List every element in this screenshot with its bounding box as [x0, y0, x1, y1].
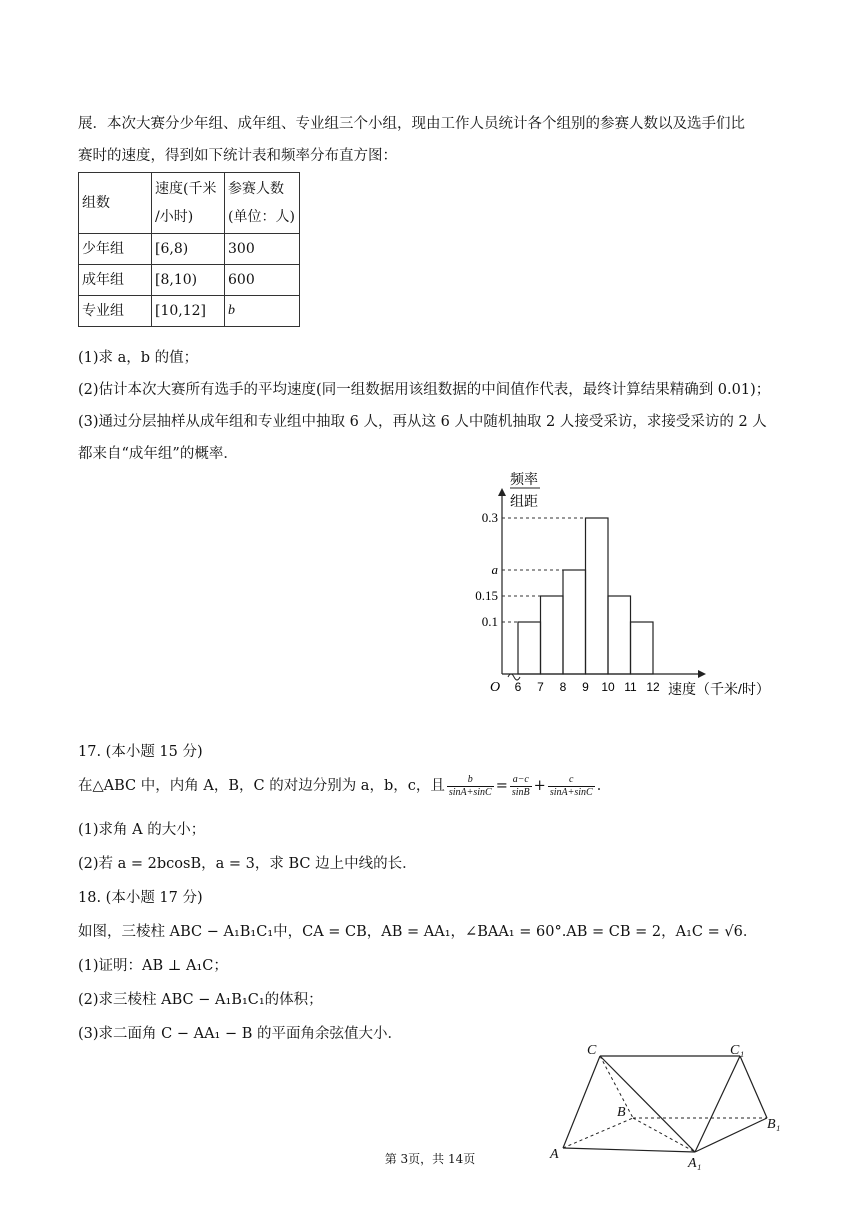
q16-part2: (2)估计本次大赛所有选手的平均速度(同一组数据用该组数据的中间值作代表，最终计算结果精确到 0.01)； — [78, 382, 771, 398]
edge-B-A1 — [633, 1118, 695, 1152]
y-axis-arrow — [498, 488, 506, 496]
table-cell: 专业组 — [79, 296, 152, 327]
label-A: A — [550, 1147, 559, 1162]
q18-part1: (1)证明：AB ⊥ A₁C； — [78, 958, 228, 974]
q18-header: 18. (本小题 17 分) — [78, 890, 203, 906]
histogram-bar — [608, 596, 631, 674]
table-cell: [6,8) — [152, 234, 225, 265]
histogram-bar — [518, 622, 541, 674]
table-cell: 300 — [225, 234, 300, 265]
y-axis-label-top: 频率 — [510, 471, 538, 487]
table-row — [79, 296, 300, 327]
q17-header: 17. (本小题 15 分) — [78, 744, 203, 760]
q18-stem: 如图，三棱柱 ABC − A₁B₁C₁中，CA = CB，AB = AA₁，∠BAA₁ = 60°.AB = CB = 2，A₁C = √6． — [78, 924, 758, 940]
frequency-histogram — [470, 470, 790, 706]
table-cell: [8,10) — [152, 265, 225, 296]
table-cell: [10,12] — [152, 296, 225, 327]
label-A1: A₁ — [688, 1156, 702, 1170]
x-tick-label: 8 — [559, 680, 567, 694]
q17-stem — [78, 770, 611, 802]
fraction-2 — [510, 774, 532, 799]
histogram-guides — [502, 518, 608, 622]
q18-part3: (3)求二面角 C − AA₁ − B 的平面角余弦值大小． — [78, 1026, 402, 1042]
header-cell-speed — [152, 173, 225, 234]
table-row — [79, 265, 300, 296]
label-C: C — [587, 1043, 597, 1058]
page-footer: 第 3页，共 14页 — [384, 1152, 476, 1166]
label-C1: C₁ — [730, 1043, 745, 1058]
header-count-line2: (单位：人) — [228, 209, 295, 225]
fraction-3-num: c — [548, 774, 595, 787]
header-count-line1: 参赛人数 — [228, 181, 284, 197]
table-cell: 600 — [225, 265, 300, 296]
edge-A1-B1 — [695, 1118, 767, 1152]
edge-C1-B1 — [740, 1056, 767, 1118]
x-tick-label: 11 — [624, 680, 637, 694]
label-B1: B₁ — [767, 1117, 781, 1132]
histogram-bar — [541, 596, 564, 674]
q17-stem-prefix: 在△ABC 中，内角 A，B，C 的对边分别为 a，b，c，且 — [78, 778, 445, 794]
table-header-row — [79, 173, 300, 234]
fraction-2-num: a−c — [510, 774, 532, 787]
y-tick-label: 0.3 — [481, 510, 498, 525]
header-group-label: 组数 — [82, 195, 110, 211]
q16-part3-line2: 都来自“成年组”的概率． — [78, 446, 238, 462]
fraction-1 — [447, 774, 494, 799]
y-tick-label: 0.1 — [481, 614, 498, 629]
histogram-axes — [498, 488, 706, 680]
fraction-2-den: sinB — [511, 786, 530, 798]
label-B: B — [617, 1105, 626, 1120]
table-cell: b — [225, 296, 300, 327]
q18-part2: (2)求三棱柱 ABC − A₁B₁C₁的体积； — [78, 992, 323, 1008]
edge-C-A — [563, 1056, 600, 1148]
x-tick-label: 12 — [646, 680, 660, 694]
header-speed-line2: /小时) — [155, 209, 194, 225]
q17-part2: (2)若 a = 2bcosB，a = 3，求 BC 边上中线的长． — [78, 856, 417, 872]
x-tick-label: 9 — [582, 680, 589, 694]
x-tick-label: 7 — [537, 680, 544, 694]
fraction-3 — [548, 774, 595, 799]
histogram-bar — [563, 570, 586, 674]
stats-table — [78, 172, 300, 327]
fraction-1-den: sinA+sinC — [448, 786, 492, 798]
table-cell: 成年组 — [79, 265, 152, 296]
x-axis-label: 速度（千米/时） — [668, 681, 770, 697]
histogram-bar — [586, 518, 609, 674]
histogram-bar — [631, 622, 654, 674]
fraction-3-den: sinA+sinC — [549, 786, 593, 798]
q17-part1: (1)求角 A 的大小； — [78, 822, 206, 838]
intro-line-2: 赛时的速度，得到如下统计表和频率分布直方图： — [78, 148, 397, 164]
edge-C1-A1 — [695, 1056, 740, 1152]
header-cell-count — [225, 173, 300, 234]
table-cell: 少年组 — [79, 234, 152, 265]
header-speed-line1: 速度(千米 — [155, 181, 217, 197]
table-row — [79, 234, 300, 265]
y-tick-label: 0.15 — [475, 588, 498, 603]
y-tick-label: a — [491, 562, 498, 577]
histogram-labels — [475, 471, 770, 697]
header-cell-group — [79, 173, 152, 234]
q16-part3-line1: (3)通过分层抽样从成年组和专业组中抽取 6 人，再从这 6 人中随机抽取 2 人接受采访，求接受采访的 2 人 — [78, 414, 767, 430]
q17-eq: = — [495, 778, 508, 794]
q17-stem-suffix: ． — [596, 778, 612, 794]
x-tick-label: 6 — [514, 680, 522, 694]
fraction-1-num: b — [447, 774, 494, 787]
q16-part1: (1)求 a，b 的值； — [78, 350, 199, 366]
y-axis-label-bottom: 组距 — [510, 493, 538, 509]
origin-label: O — [490, 680, 501, 695]
q17-plus: + — [533, 778, 546, 794]
edge-C-A1 — [600, 1056, 695, 1152]
x-axis-arrow — [698, 670, 706, 678]
x-tick-label: 10 — [601, 680, 615, 694]
intro-line-1: 展．本次大赛分少年组、成年组、专业组三个小组，现由工作人员统计各个组别的参赛人数以及选手们比 — [78, 116, 745, 132]
